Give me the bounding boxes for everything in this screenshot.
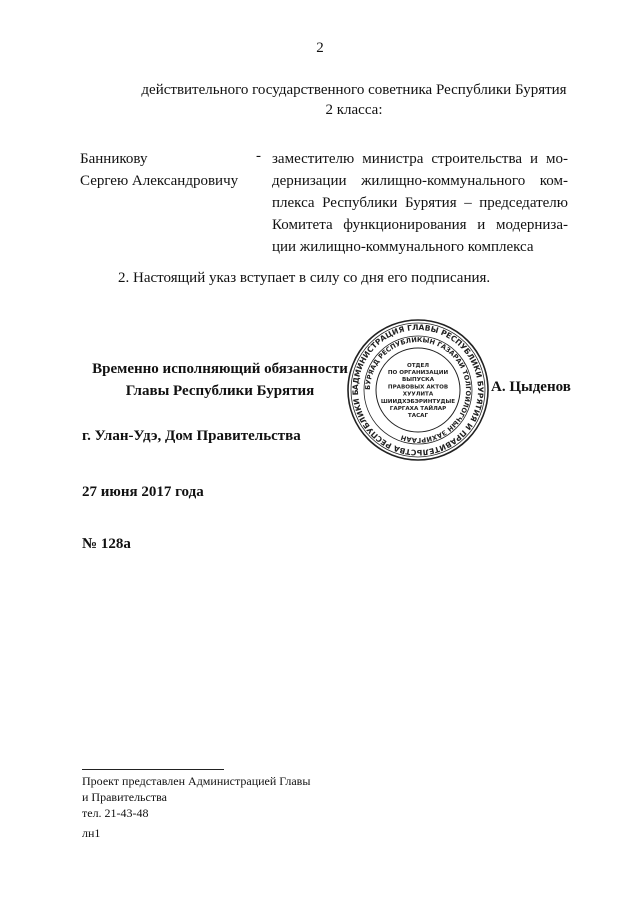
rank-title <box>70 80 638 120</box>
seal-center-line: ТАСАГ <box>407 413 429 420</box>
position-line: дернизации жилищно-коммунального ком- <box>272 173 568 189</box>
appointee-name <box>80 148 260 192</box>
footnote <box>82 773 310 821</box>
signer-name: А. Цыденов <box>491 379 571 395</box>
seal-center-line: ОТДЕЛ <box>406 362 430 369</box>
page-number: 2 <box>316 40 324 56</box>
dash-separator: - <box>256 148 261 164</box>
rank-title-line-1: действительного государственного советника Республики Бурятия <box>141 82 567 98</box>
svg-text:БУРЯАД РЕСПУБЛИКЫН ГАЗАРАЙ ТОЛ: БУРЯАД РЕСПУБЛИКЫН ГАЗАРАЙ ТОЛГОЙЛОГЧЫН ЗАХИРГААН <box>363 335 473 445</box>
position-line: ции жилищно-коммунального комплекса <box>272 239 534 255</box>
seal-center-line: ГАРГАХА ТАЙЛАР <box>389 406 447 412</box>
position-line: плекса Республики Бурятия – председателю <box>272 195 568 211</box>
svg-text:АДМИНИСТРАЦИЯ ГЛАВЫ РЕСПУБЛИКИ: АДМИНИСТРАЦИЯ ГЛАВЫ РЕСПУБЛИКИ БУРЯТИЯ И ПРАВИТЕЛЬСТВА РЕСПУБЛИКИ Б <box>350 322 486 458</box>
appointee-given-names: Сергею Александровичу <box>80 173 239 189</box>
footnote-divider <box>82 769 224 770</box>
seal-center-line: ВЫПУСКА <box>401 377 435 384</box>
signer-title-line-2: Главы Республики Бурятия <box>125 383 315 399</box>
official-seal-graphic <box>346 318 490 462</box>
signing-date: 27 июня 2017 года <box>82 484 204 500</box>
signer-title <box>82 358 358 402</box>
official-seal <box>346 318 490 462</box>
seal-center-line: ПРАВОВЫХ АКТОВ <box>387 384 449 391</box>
footnote-line-2: и Правительства <box>82 790 167 804</box>
appointee-surname: Банникову <box>80 151 148 167</box>
position-line: заместителю министра строительства и мо- <box>272 151 568 167</box>
document-number: № 128а <box>82 536 131 552</box>
appointee-position <box>272 148 568 258</box>
document-code: лн1 <box>82 826 101 840</box>
clause-2: 2. Настоящий указ вступает в силу со дня его подписания. <box>118 270 491 286</box>
rank-title-line-2: 2 класса: <box>325 102 383 118</box>
seal-center-line: ШИИДХЭБЭРИНТУДЫЕ <box>380 398 456 405</box>
seal-center-line: ПО ОРГАНИЗАЦИИ <box>387 370 449 376</box>
footnote-line-1: Проект представлен Администрацией Главы <box>82 774 311 788</box>
signer-title-line-1: Временно исполняющий обязанности <box>92 361 348 377</box>
seal-center-line: ХУУЛИТА <box>402 391 434 398</box>
footnote-line-3: тел. 21-43-48 <box>82 806 149 820</box>
signing-place: г. Улан-Удэ, Дом Правительства <box>82 428 301 444</box>
position-line: Комитета функционирования и модерниза- <box>272 217 568 233</box>
